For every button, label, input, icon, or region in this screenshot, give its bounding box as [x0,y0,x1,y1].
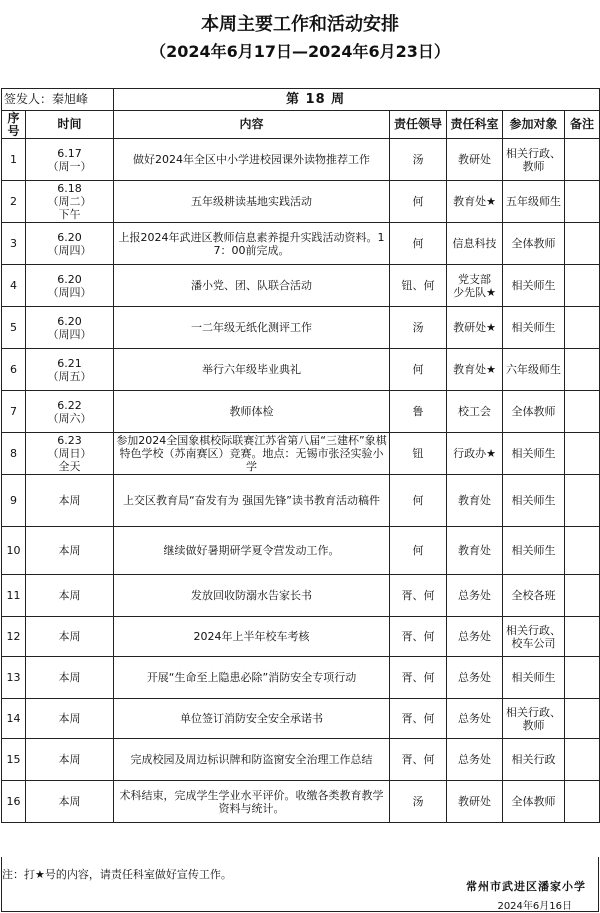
cell-leader: 何 [390,181,447,223]
cell-leader: 何 [390,223,447,265]
table-row [2,657,600,699]
cell-no: 12 [2,617,26,657]
footer-school: 常州市武进区潘家小学 [466,880,586,893]
meta-row [2,89,600,111]
cell-time: 本周 [26,699,114,739]
cell-dept: 总务处 [447,617,503,657]
cell-remarks [565,657,600,699]
cell-content: 继续做好暑期研学夏令营发动工作。 [114,527,390,575]
cell-remarks [565,575,600,617]
header-leader: 责任领导 [390,111,447,139]
week-number: 第 18 周 [114,89,600,111]
cell-leader: 鲁 [390,391,447,433]
cell-dept: 校工会 [447,391,503,433]
table-row [2,575,600,617]
cell-no: 9 [2,475,26,527]
cell-leader: 何 [390,475,447,527]
cell-participants: 全校各班 [503,575,565,617]
cell-time: 6.18 （周二） 下午 [26,181,114,223]
cell-dept: 行政办★ [447,433,503,475]
cell-no: 14 [2,699,26,739]
cell-participants: 相关师生 [503,433,565,475]
cell-remarks [565,349,600,391]
cell-time: 本周 [26,475,114,527]
cell-content: 教师体检 [114,391,390,433]
table-row [2,349,600,391]
footer-date: 2024年6月16日 [497,901,572,912]
cell-time: 6.23 （周日） 全天 [26,433,114,475]
cell-no: 1 [2,139,26,181]
cell-time: 6.17 （周一） [26,139,114,181]
cell-remarks [565,223,600,265]
cell-time: 6.20 （周四） [26,307,114,349]
cell-remarks [565,781,600,823]
table-row [2,475,600,527]
cell-content: 单位签订消防安全安全承诺书 [114,699,390,739]
cell-participants: 相关行政、教师 [503,139,565,181]
cell-participants: 相关行政 [503,739,565,781]
cell-time: 6.20 （周四） [26,223,114,265]
cell-time: 本周 [26,781,114,823]
header-no: 序号 [2,111,26,139]
cell-no: 7 [2,391,26,433]
cell-participants: 全体教师 [503,781,565,823]
table-row [2,527,600,575]
cell-leader: 钮 [390,433,447,475]
cell-remarks [565,433,600,475]
footer-note: 注：打★号的内容，请责任科室做好宣传工作。 [2,868,232,881]
header-time: 时间 [26,111,114,139]
table-row [2,433,600,475]
header-participants: 参加对象 [503,111,565,139]
cell-time: 本周 [26,617,114,657]
cell-participants: 五年级师生 [503,181,565,223]
page-title: 本周主要工作和活动安排 [201,14,399,35]
cell-time: 本周 [26,739,114,781]
table-row [2,699,600,739]
cell-no: 13 [2,657,26,699]
cell-time: 6.20 （周四） [26,265,114,307]
cell-participants: 相关师生 [503,307,565,349]
cell-dept: 教育处★ [447,181,503,223]
cell-content: 上报2024年武进区教师信息素养提升实践活动资料。17：00前完成。 [114,223,390,265]
table-row [2,307,600,349]
cell-content: 一二年级无纸化测评工作 [114,307,390,349]
cell-dept: 总务处 [447,657,503,699]
cell-content: 2024年上半年校车考核 [114,617,390,657]
cell-time: 6.21 （周五） [26,349,114,391]
table-row [2,265,600,307]
table-row [2,391,600,433]
cell-leader: 钮、何 [390,265,447,307]
cell-participants: 相关师生 [503,475,565,527]
cell-leader: 汤 [390,139,447,181]
cell-time: 本周 [26,527,114,575]
cell-leader: 何 [390,349,447,391]
header-content: 内容 [114,111,390,139]
cell-participants: 相关师生 [503,265,565,307]
cell-dept: 教研处 [447,139,503,181]
cell-participants: 全体教师 [503,223,565,265]
header-remarks: 备注 [565,111,600,139]
table-row [2,739,600,781]
cell-remarks [565,617,600,657]
cell-leader: 汤 [390,307,447,349]
cell-time: 6.22 （周六） [26,391,114,433]
cell-content: 上交区教育局“奋发有为 强国先锋”读书教育活动稿件 [114,475,390,527]
table-row [2,181,600,223]
cell-no: 4 [2,265,26,307]
cell-dept: 总务处 [447,699,503,739]
table-row [2,139,600,181]
date-range-subtitle: （2024年6月17日—2024年6月23日） [150,42,450,61]
cell-content: 举行六年级毕业典礼 [114,349,390,391]
cell-no: 16 [2,781,26,823]
cell-leader: 胥、何 [390,575,447,617]
cell-participants: 相关师生 [503,527,565,575]
cell-remarks [565,307,600,349]
cell-content: 做好2024年全区中小学进校园课外读物推荐工作 [114,139,390,181]
cell-content: 五年级耕读基地实践活动 [114,181,390,223]
cell-no: 6 [2,349,26,391]
cell-remarks [565,181,600,223]
cell-remarks [565,739,600,781]
cell-time: 本周 [26,657,114,699]
cell-participants: 六年级师生 [503,349,565,391]
cell-leader: 何 [390,527,447,575]
table-row [2,781,600,823]
cell-dept: 总务处 [447,575,503,617]
cell-participants: 相关行政、教师 [503,699,565,739]
cell-remarks [565,475,600,527]
cell-leader: 胥、何 [390,699,447,739]
cell-participants: 相关行政、校车公司 [503,617,565,657]
cell-remarks [565,699,600,739]
cell-no: 2 [2,181,26,223]
cell-dept: 教育处 [447,527,503,575]
cell-dept: 教研处★ [447,307,503,349]
cell-dept: 信息科技 [447,223,503,265]
cell-no: 15 [2,739,26,781]
cell-no: 3 [2,223,26,265]
cell-content: 术科结束，完成学生学业水平评价。收缴各类教育教学资料与统计。 [114,781,390,823]
cell-content: 潘小党、团、队联合活动 [114,265,390,307]
cell-leader: 汤 [390,781,447,823]
cell-dept: 教育处★ [447,349,503,391]
header-row [2,111,600,139]
cell-remarks [565,527,600,575]
schedule-table [1,88,600,823]
cell-no: 10 [2,527,26,575]
cell-leader: 胥、何 [390,739,447,781]
cell-no: 8 [2,433,26,475]
cell-content: 发放回收防溺水告家长书 [114,575,390,617]
table-row [2,617,600,657]
signer: 签发人：秦旭峰 [2,89,114,111]
cell-no: 11 [2,575,26,617]
cell-dept: 教研处 [447,781,503,823]
cell-content: 开展“生命至上隐患必除”消防安全专项行动 [114,657,390,699]
cell-dept: 党支部 少先队★ [447,265,503,307]
cell-leader: 胥、何 [390,617,447,657]
cell-remarks [565,391,600,433]
cell-participants: 全体教师 [503,391,565,433]
cell-remarks [565,139,600,181]
header-dept: 责任科室 [447,111,503,139]
cell-remarks [565,265,600,307]
cell-leader: 胥、何 [390,657,447,699]
cell-content: 完成校园及周边标识牌和防盗窗安全治理工作总结 [114,739,390,781]
cell-content: 参加2024全国象棋校际联赛江苏省第八届“三建杯”象棋特色学校（苏南赛区）竞赛。地点：无锡市张泾实验小学 [114,433,390,475]
cell-no: 5 [2,307,26,349]
cell-participants: 相关师生 [503,657,565,699]
cell-dept: 教育处 [447,475,503,527]
cell-dept: 总务处 [447,739,503,781]
table-row [2,223,600,265]
cell-time: 本周 [26,575,114,617]
